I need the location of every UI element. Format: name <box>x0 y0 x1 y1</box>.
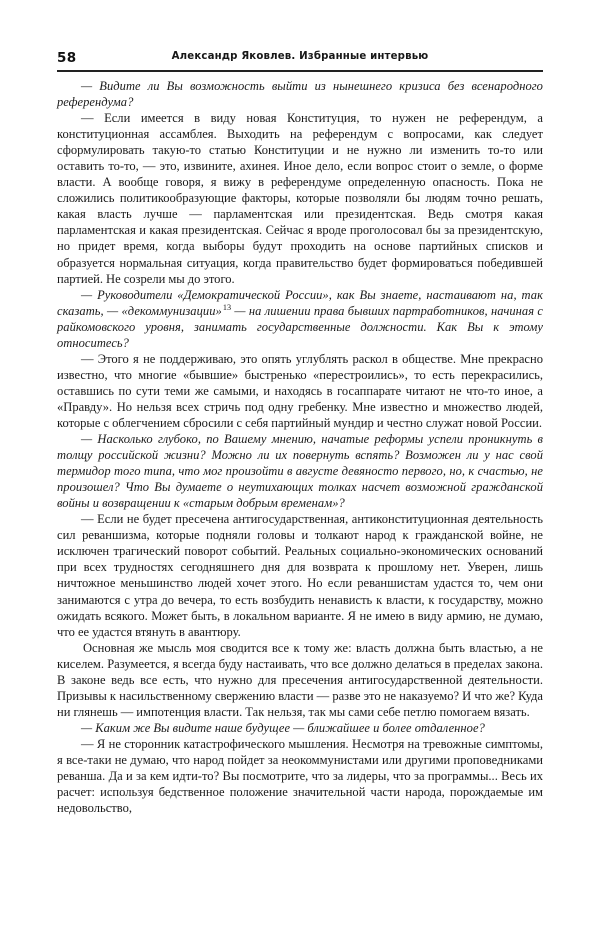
question-2-text-before-footnote: — Руководители «Демократической России», как Вы знаете, настаивают на, так сказать, — «декоммунизации» <box>57 287 543 318</box>
running-head <box>57 50 543 68</box>
paragraph-answer-4: Основная же мысль моя сводится все к тому же: власть должна быть властью, а не киселем. Разумеется, я всегда буду настаивать, что все должно делаться в пределах закона. В законе ведь все есть, что нужно для пресечения антигосударственной деятельности. Призывы к насильственному свержению власти — разве это не наказуемо? И что же? Куда ни глянешь — импотенция власти. Так нельзя, так мы сами себе петлю помогаем вязать. <box>57 640 543 719</box>
question-2-text-after-footnote: — на лишении права бывших партработников, начиная с райкомовского уровня, занимать государственные должности. Как Вы к этому относитесь? <box>57 303 543 350</box>
paragraph-question-3: — Насколько глубоко, по Вашему мнению, начатые реформы успели проникнуть в толщу российской жизни? Можно ли их повернуть вспять? Возможен ли у нас свой термидор того типа, что мог произойти в августе девяносто первого, но, к счастью, не произошел? Что Вы думаете о неутихающих толках насчет возможной гражданской войны и возвращении к «старым добрым временам»? <box>57 432 543 511</box>
paragraph-question-1: — Видите ли Вы возможность выйти из нынешнего кризиса без всенародного референдума? <box>57 79 543 110</box>
running-title: Александр Яковлев. Избранные интервью <box>171 51 429 62</box>
page-number: 58 <box>57 50 77 66</box>
paragraph-question-2 <box>57 287 543 351</box>
paragraph-answer-5: — Я не сторонник катастрофического мышления. Несмотря на тревожные симптомы, я все-таки не думаю, что народ пойдет за неокоммунистами или другими проповедниками реванша. Да и за кем идти-то? Вы посмотрите, что за лидеры, что за программы... Весь их расчет: используя бедственное положение значительной части народа, порождаемые им недовольство, <box>57 736 543 816</box>
header-rule <box>57 70 543 72</box>
paragraph-answer-1: — Если имеется в виду новая Конституция, то нужен не референдум, а конституционная ассамблея. Выходить на референдум с вопросами, как следует сформулировать такую-то статью Конституции и не нужно ли изменить то-то или оставить то-то, — это, извините, ахинея. Иное дело, если вопрос стоит о земле, о форме власти. А вообще говоря, я вижу в референдуме определенную опасность. Пока не сложились политикообразующие факторы, которые позволяли бы людям точно решать, какая власть лучше — парламентская или президентская. Ведь смотря какая парламентская и какая президентская. Сейчас я вроде проголосовал бы за президентскую, но придет время, когда выборы будут проходить на основе партийных списков и образуется нормальная ситуация, когда правительство будет формироваться победившей партией. Не созрели мы до этого. <box>57 111 543 286</box>
footnote-marker-13[interactable]: 13 <box>222 302 232 312</box>
text-column <box>57 78 543 816</box>
paragraph-answer-3: — Если не будет пресечена антигосударственная, антиконституционная деятельность сил реваншизма, которые подняли головы и толкают народ к гражданской войне, не исключен трагический поворот событий. Реальных социально-экономических оснований при всех трудностях сегодняшнего дня для возврата к прошлому нет. Уверен, лишь ничтожное меньшинство людей хочет этого. Но если реваншистам удастся то, чем они занимаются с утра до вечера, то есть возбудить ненависть к власти, к государству, можно ожидать всякого. Может быть, в локальном варианте. Я не имею в виду армию, не думаю, что ее удастся втянуть в авантюру. <box>57 512 543 639</box>
paragraph-question-4: — Каким же Вы видите наше будущее — ближайшее и более отдаленное? <box>81 720 485 735</box>
paragraph-answer-2: — Этого я не поддерживаю, это опять углублять раскол в обществе. Мне прекрасно известно, что многие «бывшие» быстренько «перестроились», то есть перекрасились, оставшись по сути теми же самыми, и находясь в госаппарате читают не что-то иное, а «Правду». Но нельзя всех стричь под одну гребенку. Мне известно и множество людей, которые с облегчением сбросили с себя партийный мундир и честно служат новой России. <box>57 351 543 430</box>
